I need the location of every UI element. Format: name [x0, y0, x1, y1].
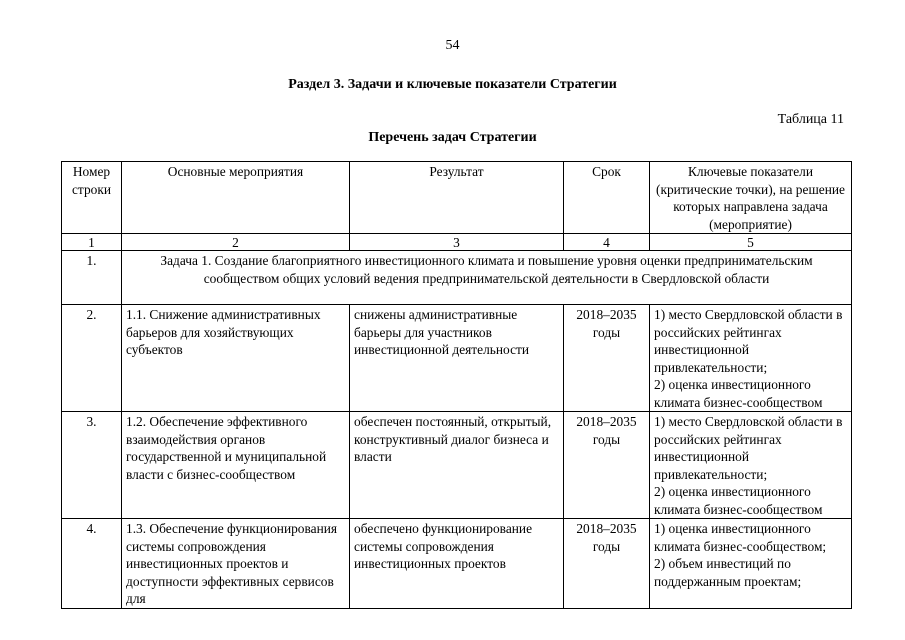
column-number: 3 [350, 234, 564, 251]
result-cell: обеспечено функционирование системы сопровождения инвестиционных проектов [350, 519, 564, 609]
page-number: 54 [445, 38, 460, 53]
table-row [62, 519, 852, 609]
header-activities: Основные мероприятия [122, 162, 350, 234]
indicator-item: 1) место Свердловской области в российских рейтингах инвестиционной привлекательности; [654, 307, 843, 375]
column-number: 2 [122, 234, 350, 251]
result-cell: обеспечен постоянный, открытый, конструктивный диалог бизнеса и власти [350, 412, 564, 519]
column-number: 5 [650, 234, 852, 251]
activity-cell: 1.1. Снижение административных барьеров для хозяйствующих субъектов [122, 305, 350, 412]
indicators-cell [650, 412, 852, 519]
row-number: 4. [62, 519, 122, 609]
header-indicators: Ключевые показатели (критические точки), на решение которых направлена задача (мероприятие) [650, 162, 852, 234]
result-cell: снижены административные барьеры для участников инвестиционной деятельности [350, 305, 564, 412]
header-result: Результат [350, 162, 564, 234]
column-numbers-row [62, 234, 852, 251]
activity-cell: 1.2. Обеспечение эффективного взаимодействия органов государственной и муниципальной власти с бизнес-сообществом [122, 412, 350, 519]
header-row-number: Номер строки [62, 162, 122, 234]
indicators-cell [650, 519, 852, 609]
term-cell: 2018–2035 годы [564, 519, 650, 609]
tasks-table [61, 161, 852, 609]
activity-cell: 1.3. Обеспечение функционирования системы сопровождения инвестиционных проектов и доступности эффективных сервисов для [122, 519, 350, 609]
row-number: 1. [62, 251, 122, 305]
column-number: 1 [62, 234, 122, 251]
table-title: Перечень задач Стратегии [368, 130, 537, 145]
task-row [62, 251, 852, 305]
indicator-item: 2) объем инвестиций по поддержанным проектам; [654, 556, 802, 589]
table-header-row [62, 162, 852, 234]
column-number: 4 [564, 234, 650, 251]
indicator-item: 2) оценка инвестиционного климата бизнес-сообществом [654, 484, 823, 517]
section-title: Раздел 3. Задачи и ключевые показатели Стратегии [288, 77, 617, 92]
indicator-item: 2) оценка инвестиционного климата бизнес-сообществом [654, 377, 823, 410]
row-number: 2. [62, 305, 122, 412]
indicator-item: 1) оценка инвестиционного климата бизнес-сообществом; [654, 521, 827, 554]
indicators-cell [650, 305, 852, 412]
term-cell: 2018–2035 годы [564, 305, 650, 412]
row-number: 3. [62, 412, 122, 519]
table-row [62, 412, 852, 519]
task-description: Задача 1. Создание благоприятного инвестиционного климата и повышение уровня оценки предпринимательским сообществом общих условий ведения предпринимательской деятельности в Свердловской области [122, 251, 852, 305]
table-label: Таблица 11 [777, 112, 844, 127]
indicator-item: 1) место Свердловской области в российских рейтингах инвестиционной привлекательности; [654, 414, 843, 482]
term-cell: 2018–2035 годы [564, 412, 650, 519]
table-row [62, 305, 852, 412]
header-term: Срок [564, 162, 650, 234]
